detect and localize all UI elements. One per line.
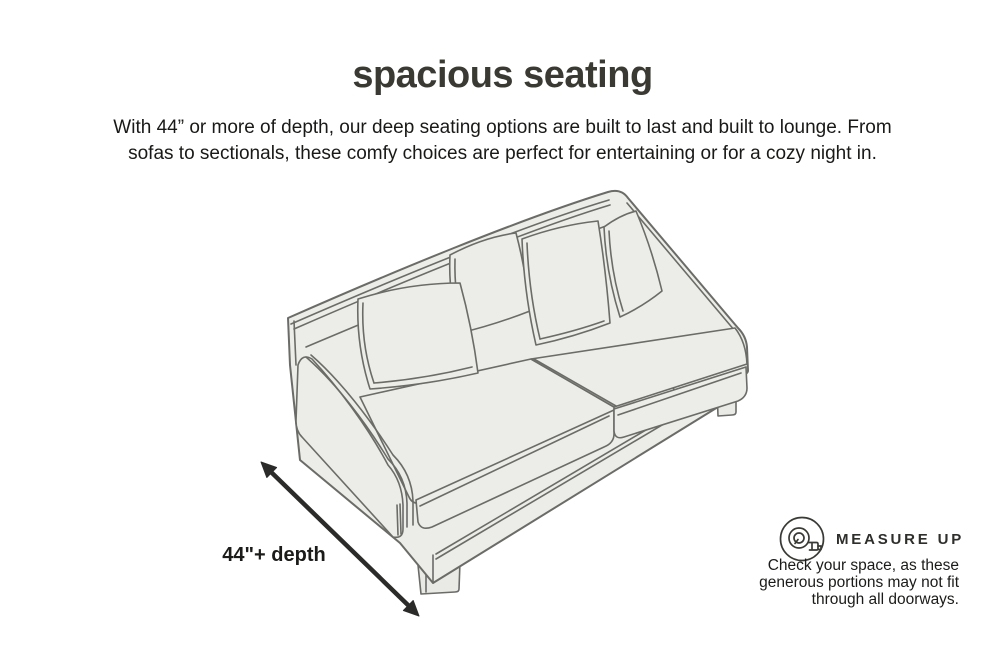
measure-up-note — [759, 557, 959, 608]
depth-dimension-label: 44"+ depth — [222, 544, 326, 566]
measure-up-note-line-3: through all doorways. — [811, 591, 959, 608]
pillow-1 — [358, 283, 478, 389]
tape-measure-icon — [778, 515, 826, 563]
page-title: spacious seating — [352, 54, 653, 96]
measure-up-note-line-1: Check your space, as these — [767, 557, 959, 574]
pillow-3 — [522, 221, 610, 345]
intro-line-1: With 44” or more of depth, our deep seating options are built to last and built to lounge. From — [113, 117, 892, 138]
measure-up-title: MEASURE UP — [836, 531, 965, 548]
intro-copy — [63, 115, 943, 167]
arm-front-seam — [397, 505, 398, 535]
intro-line-2: sofas to sectionals, these comfy choices are perfect for entertaining or for a cozy night in. — [128, 143, 877, 164]
measure-up-note-line-2: generous portions may not fit — [759, 574, 959, 591]
